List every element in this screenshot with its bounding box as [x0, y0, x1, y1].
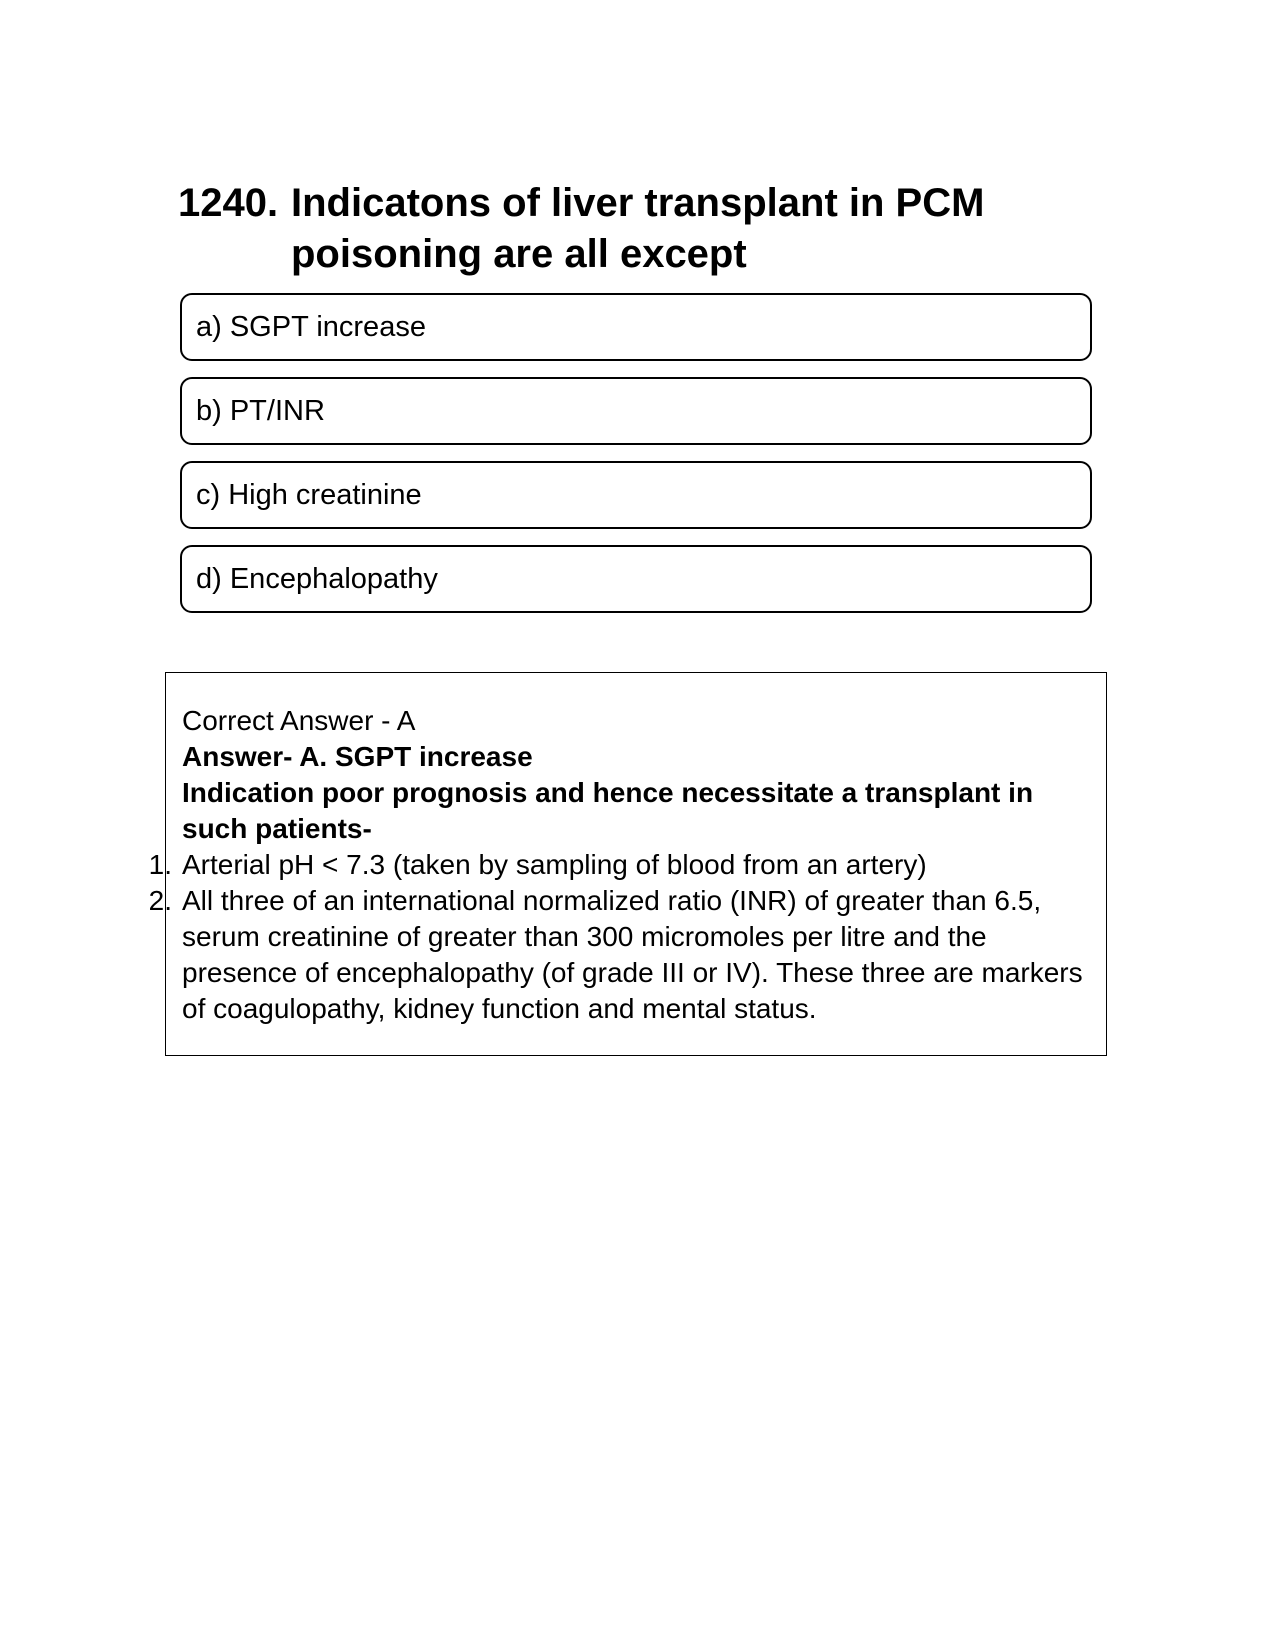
point-1-text: Arterial pH < 7.3 (taken by sampling of blood from an artery) [182, 849, 927, 880]
option-c[interactable] [180, 461, 1092, 529]
explanation-heading: Indication poor prognosis and hence necessitate a transplant in such patients- [182, 777, 1034, 844]
point-2-text: All three of an international normalized ratio (INR) of greater than 6.5, serum creatinine of greater than 300 micromoles per litre and the presence of encephalopathy (of grade III or IV). These three are markers of coagulopathy, kidney function and mental status. [182, 885, 1083, 1024]
option-c-label: c) High creatinine [196, 478, 422, 511]
option-d-label: d) Encephalopathy [196, 562, 438, 595]
option-b-label: b) PT/INR [196, 394, 325, 427]
options-list [180, 293, 1092, 629]
correct-answer-line: Correct Answer - A [182, 705, 416, 736]
option-a-label: a) SGPT increase [196, 310, 426, 343]
explanation-point-1 [148, 847, 1092, 883]
point-2-marker: 2. [148, 885, 172, 916]
question-text: Indicatons of liver transplant in PCM poisoning are all except [291, 181, 985, 276]
question-heading [178, 178, 1098, 280]
answer-box [148, 672, 1107, 1056]
point-1-marker: 1. [148, 849, 172, 880]
question-number: 1240. [178, 181, 279, 225]
answer-line: Answer- A. SGPT increase [182, 741, 533, 772]
option-b[interactable] [180, 377, 1092, 445]
option-a[interactable] [180, 293, 1092, 361]
explanation-point-2 [148, 883, 1092, 1027]
option-d[interactable] [180, 545, 1092, 613]
